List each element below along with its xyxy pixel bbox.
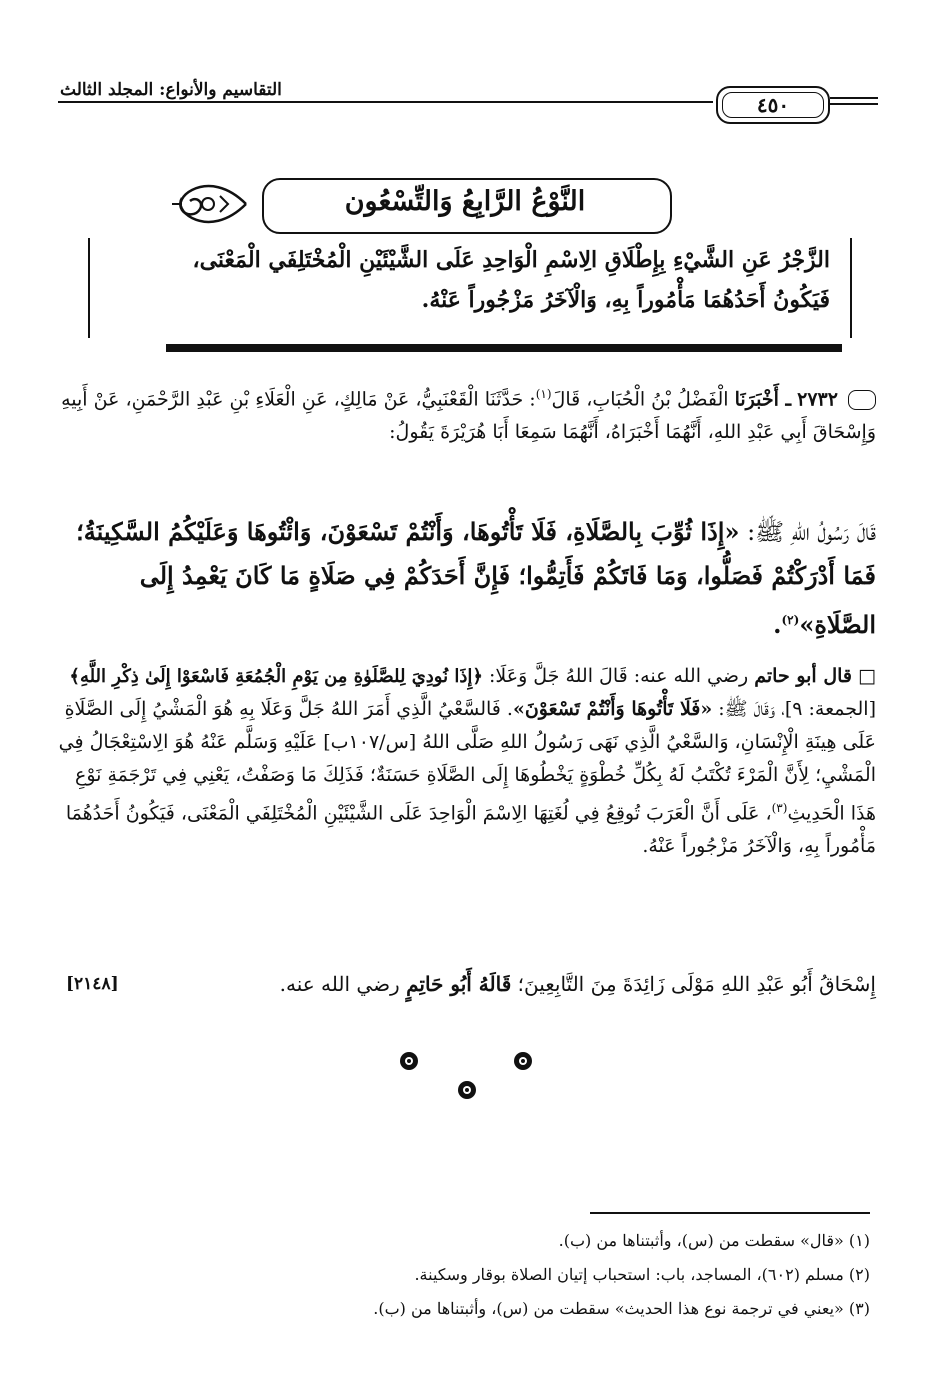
- footnote-ref: (٢): [781, 613, 800, 627]
- chapter-title: النَّوْعُ الرَّابِعُ وَالتِّسْعُون: [344, 186, 586, 217]
- commentary-text: . فَالسَّعْيُ الَّذِي أَمَرَ اللهُ جَلَّ وَعَلَا بِهِ هُوَ الْمَشْيُ إِلَى الصَّلَاةِ عَلَى هِينَةِ الْإِنْسَانِ، وَالسَّعْيُ الَّذِي نَهَى رَسُولُ اللهِ صَلَّى اللهُ [س/١٠٧ب] عَلَيْهِ وَسَلَّم عَنْهُ هُوَ الِاسْتِعْجَالُ فِي الْمَشْيِ؛ لِأَنَّ الْمَرْءَ تُكْتَبُ لَهُ بِكُلِّ خُطْوَةٍ يَخْطُوهَا إِلَى الصَّلَاةِ حَسَنَةٌ؛ فَذَلِكَ مَا وَصَفْتُ، يَعْنِي فِي تَرْجَمَةِ نَوْعِ هَذَا الْحَدِيثِ: [58, 698, 876, 825]
- prophetic-quote: «فَلَا تَأْتُوهَا وَأَنْتُمْ تَسْعَوْنَ»: [512, 698, 713, 720]
- box-glyph: □: [858, 665, 876, 687]
- header-rule-right: [830, 97, 878, 99]
- isnad-start: الْفَضْلُ بْنُ الْحُبَابِ، قَالَ: [551, 388, 735, 411]
- closing-line: [58, 968, 876, 1001]
- flower-ornament-icon: [512, 1050, 534, 1072]
- footnote-ref: (١): [535, 387, 552, 401]
- footnote-ref: (٣): [771, 801, 788, 815]
- commentary: [58, 660, 876, 863]
- closing-end: رضي الله عنه.: [279, 972, 407, 996]
- flower-ornament-icon: [456, 1079, 478, 1101]
- chapter-intro: [108, 240, 830, 320]
- commentary-text: رضي الله عنه: قَالَ اللهُ جَلَّ وَعَلَا:: [482, 665, 755, 687]
- footnote: (٣) «يعني في ترجمة نوع هذا الحديث» سقطت من (س)، وأثبتناها من (ب).: [373, 1299, 870, 1318]
- chapter-intro-line: فَيَكُونُ أَحَدُهُمَا مَأْمُوراً بِهِ، وَالْآخَرُ مَزْجُوراً عَنْهُ.: [421, 287, 830, 313]
- cross-reference: [٢١٤٨]: [66, 974, 119, 994]
- commentary-text: ، عَلَى أَنَّ الْعَرَبَ تُوقِعُ فِي لُغَتِهَا الِاسْمَ الْوَاحِدَ عَلَى الشَّيْئَيْنِ الْمُخْتَلِفَي الْمَعْنَى، فَيَكُونُ أَحَدُهُمَا مَأْمُوراً بِهِ، وَالْآخَرُ مَزْجُوراً عَنْهُ.: [65, 802, 876, 858]
- isnad-rest: : حَدَّثَنَا الْقَعْنَبِيُّ، عَنْ مَالِكٍ، عَنِ الْعَلَاءِ بْنِ عَبْدِ الرَّحْمَنِ، عَنْ أَبِيهِ وَإِسْحَاقَ أَبِي عَبْدِ اللهِ، أَنَّهُمَا أَخْبَرَاهُ، أَنَّهُمَا سَمِعَا أَبَا هُرَيْرَةَ يَقُولُ:: [61, 388, 876, 444]
- hadith-number: ٢٧٣٢: [797, 388, 838, 411]
- heading-underline-bar: [166, 344, 842, 352]
- footnote: (١) «قال» سقطت من (س)، وأثبتناها من (ب).: [558, 1231, 870, 1250]
- hadith-matn: [58, 510, 876, 647]
- header-rule: [58, 101, 713, 103]
- page-number: ٤٥٠: [716, 86, 830, 124]
- closing-text: إِسْحَاقُ أَبُو عَبْدِ اللهِ مَوْلَى زَائِدَةَ مِنَ التَّابِعِينَ؛: [511, 972, 876, 996]
- matn-intro: قَالَ رَسُولُ اللهِ ﷺ:: [739, 518, 876, 546]
- closing-attribution: قَالَهُ أَبُو حَاتِمٍ: [406, 972, 512, 996]
- hadith-isnad: ٢٧٣٢ ـ أَخْبَرَنَا الْفَضْلُ بْنُ الْحُبَابِ، قَالَ$^{(١)}$: حَدَّثَنَا الْقَعْنَبِيُّ، عَنْ مَالِكٍ، عَنِ الْعَلَاءِ بْنِ عَبْدِ الرَّحْمَنِ، عَنْ أَبِيهِ وَإِسْحَاقَ أَبِي عَبْدِ اللهِ، أَنَّهُمَا أَخْبَرَاهُ، أَنَّهُمَا سَمِعَا أَبَا هُرَيْرَةَ يَقُولُ:: [61, 387, 876, 444]
- running-title: التقاسيم والأنواع: المجلد الثالث: [60, 80, 282, 100]
- header-rule-right-lower: [830, 103, 878, 105]
- commentary-lead: قال أبو حاتم: [754, 665, 852, 687]
- matn-text: «إِذَا ثُوِّبَ بِالصَّلَاةِ، فَلَا تَأْتُوهَا، وَأَنْتُمْ تَسْعَوْنَ، وَائْتُوهَا وَعَلَيْكُمُ السَّكِينَةُ؛ فَمَا أَدْرَكْتُمْ فَصَلُّوا، وَمَا فَاتَكُمْ فَأَتِمُّوا؛ فَإِنَّ أَحَدَكُمْ فِي صَلَاةٍ مَا كَانَ يَعْمِدُ إِلَى الصَّلَاةِ»: [76, 517, 876, 639]
- matn-end: .: [773, 610, 782, 639]
- flower-ornament-icon: [398, 1050, 420, 1072]
- akhbarana: أَخْبَرَنَا: [734, 388, 779, 411]
- chapter-intro-line: الزَّجْرُ عَنِ الشَّيْءِ بِإِطْلَاقِ الِاسْمِ الْوَاحِدِ عَلَى الشَّيْئَيْنِ الْمُخْتَلِفَي الْمَعْنَى،: [192, 247, 830, 273]
- commentary-text: [الجمعة: ٩]، وَقَالَ ﷺ:: [712, 698, 876, 720]
- footnote-rule: [590, 1212, 870, 1214]
- quran-verse: ﴿إِذَا نُودِيَ لِلصَّلَوٰةِ مِن يَوْمِ الْجُمُعَةِ فَاسْعَوْا إِلَىٰ ذِكْرِ اللَّهِ﴾: [69, 666, 483, 687]
- hadith-marker-icon: [848, 390, 876, 410]
- arabesque-ornament-icon: [168, 176, 248, 232]
- footnote: (٢) مسلم (٦٠٢)، المساجد، باب: استحباب إتيان الصلاة بوقار وسكينة.: [414, 1265, 870, 1284]
